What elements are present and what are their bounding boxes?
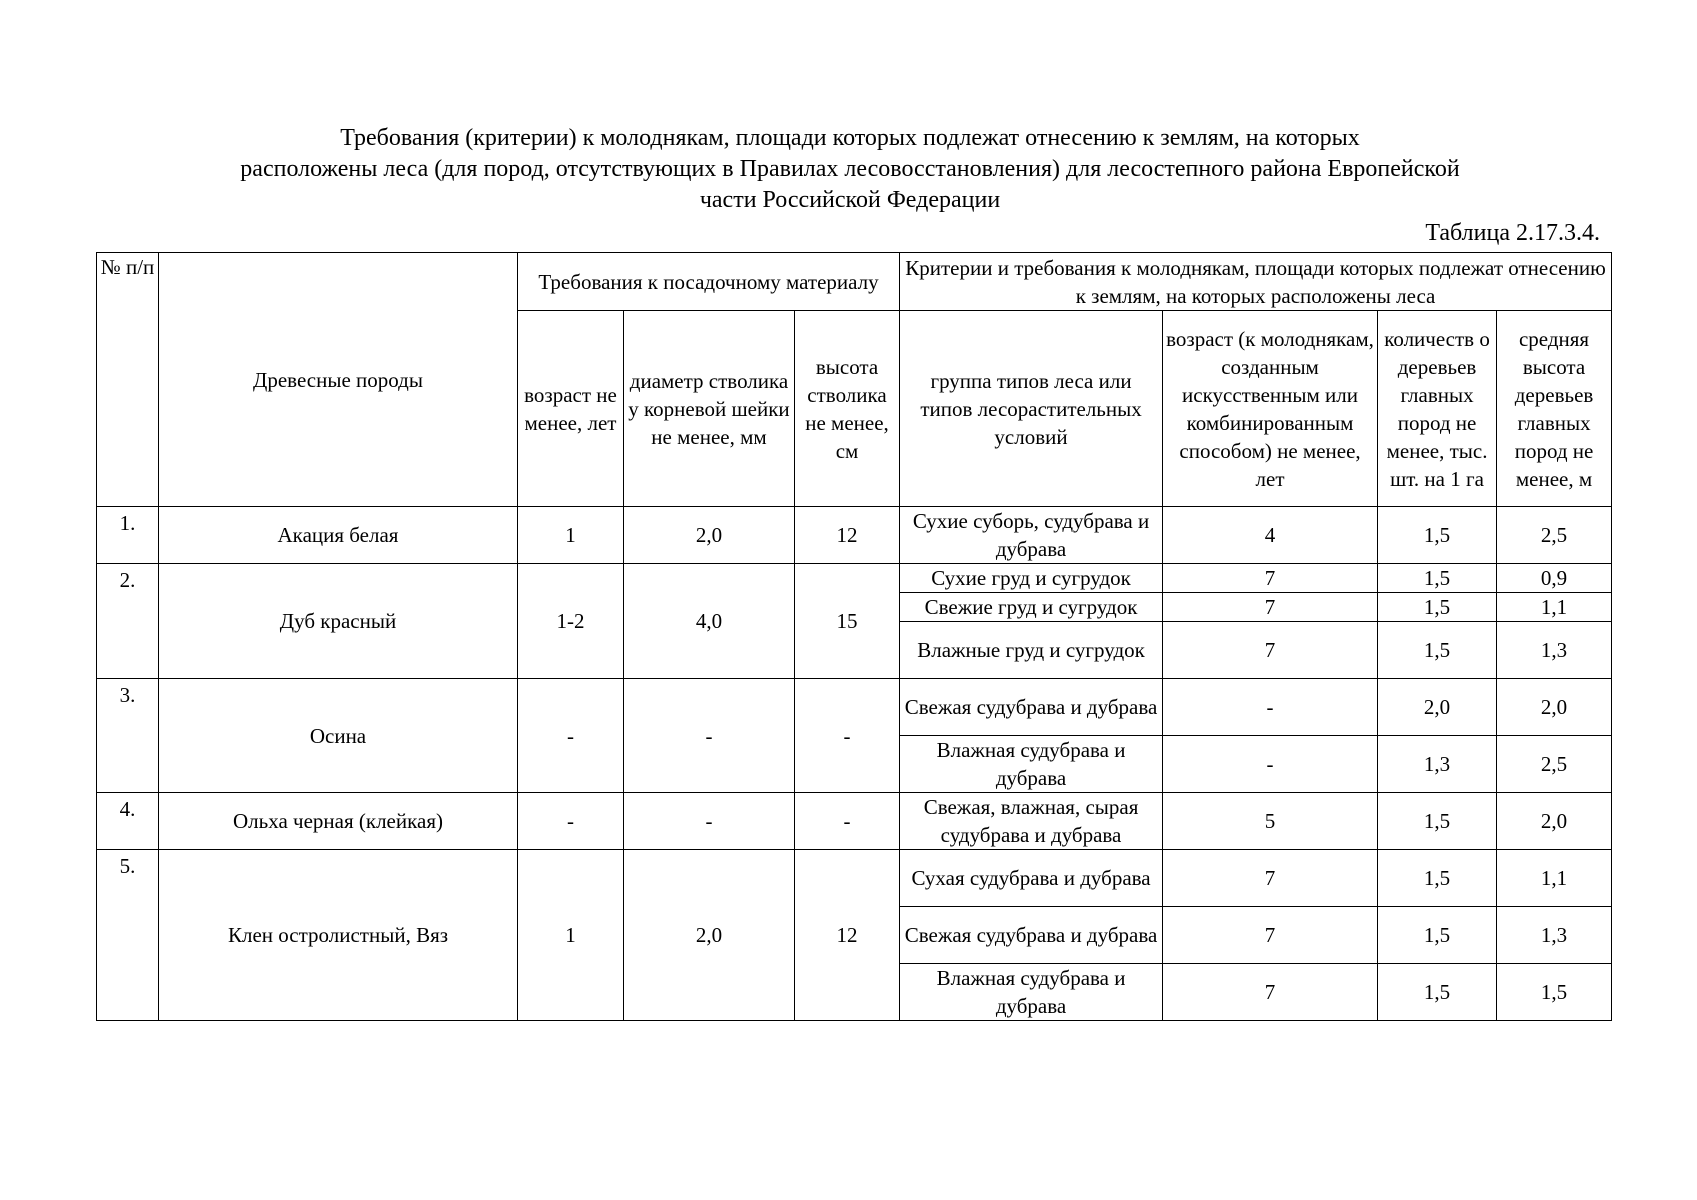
avg-height-cell: 1,1 (1497, 850, 1612, 907)
tree-count-cell: 2,0 (1378, 679, 1497, 736)
species-cell: Клен остролистный, Вяз (159, 850, 518, 1021)
header-height: высота стволика не менее, см (795, 311, 900, 507)
height-cell: 15 (795, 564, 900, 679)
species-cell: Ольха черная (клейкая) (159, 793, 518, 850)
young-age-cell: - (1163, 679, 1378, 736)
table-number: Таблица 2.17.3.4. (1425, 220, 1600, 246)
table-row (97, 850, 1612, 907)
young-age-cell: 7 (1163, 850, 1378, 907)
avg-height-cell: 2,0 (1497, 793, 1612, 850)
forest-type-cell: Свежая, влажная, сырая судубрава и дубрава (900, 793, 1163, 850)
tree-count-cell: 1,5 (1378, 564, 1497, 593)
tree-count-cell: 1,3 (1378, 736, 1497, 793)
diameter-cell: - (624, 793, 795, 850)
avg-height-cell: 1,3 (1497, 622, 1612, 679)
young-age-cell: 7 (1163, 593, 1378, 622)
young-age-cell: 5 (1163, 793, 1378, 850)
avg-height-cell: 2,5 (1497, 507, 1612, 564)
row-number: 3. (97, 679, 159, 793)
row-number: 2. (97, 564, 159, 679)
table-row (97, 507, 1612, 564)
row-number: 5. (97, 850, 159, 1021)
tree-count-cell: 1,5 (1378, 907, 1497, 964)
tree-count-cell: 1,5 (1378, 850, 1497, 907)
young-age-cell: 7 (1163, 964, 1378, 1021)
document-title (96, 123, 1604, 216)
row-number: 4. (97, 793, 159, 850)
forest-type-cell: Влажные груд и сугрудок (900, 622, 1163, 679)
forest-type-cell: Свежие груд и сугрудок (900, 593, 1163, 622)
tree-count-cell: 1,5 (1378, 622, 1497, 679)
header-age: возраст не менее, лет (518, 311, 624, 507)
header-avg-height: средняя высота деревьев главных пород не менее, м (1497, 311, 1612, 507)
tree-count-cell: 1,5 (1378, 793, 1497, 850)
young-age-cell: 4 (1163, 507, 1378, 564)
avg-height-cell: 2,0 (1497, 679, 1612, 736)
forest-type-cell: Влажная судубрава и дубрава (900, 964, 1163, 1021)
forest-type-cell: Влажная судубрава и дубрава (900, 736, 1163, 793)
forest-type-cell: Свежая судубрава и дубрава (900, 679, 1163, 736)
table-row (97, 793, 1612, 850)
young-age-cell: - (1163, 736, 1378, 793)
young-age-cell: 7 (1163, 564, 1378, 593)
age-cell: 1 (518, 850, 624, 1021)
avg-height-cell: 2,5 (1497, 736, 1612, 793)
row-number: 1. (97, 507, 159, 564)
tree-count-cell: 1,5 (1378, 593, 1497, 622)
header-tree-count: количеств о деревьев главных пород не менее, тыс. шт. на 1 га (1378, 311, 1497, 507)
table-row (97, 564, 1612, 593)
header-num: № п/п (97, 253, 159, 507)
young-age-cell: 7 (1163, 907, 1378, 964)
height-cell: - (795, 679, 900, 793)
header-planting-material: Требования к посадочному материалу (518, 253, 900, 311)
header-species: Древесные породы (159, 253, 518, 507)
tree-count-cell: 1,5 (1378, 964, 1497, 1021)
age-cell: - (518, 793, 624, 850)
forest-type-cell: Сухие суборь, судубрава и дубрава (900, 507, 1163, 564)
species-cell: Осина (159, 679, 518, 793)
title-line-3: части Российской Федерации (699, 187, 1001, 213)
age-cell: 1-2 (518, 564, 624, 679)
header-young-age: возраст (к молоднякам, созданным искусственным или комбинированным способом) не менее, лет (1163, 311, 1378, 507)
young-age-cell: 7 (1163, 622, 1378, 679)
title-line-1: Требования (критерии) к молоднякам, площади которых подлежат отнесению к землям, на которых (340, 125, 1360, 151)
header-diameter: диаметр стволика у корневой шейки не менее, мм (624, 311, 795, 507)
avg-height-cell: 1,5 (1497, 964, 1612, 1021)
table-row (97, 679, 1612, 736)
avg-height-cell: 1,3 (1497, 907, 1612, 964)
height-cell: - (795, 793, 900, 850)
diameter-cell: 2,0 (624, 850, 795, 1021)
forest-type-cell: Свежая судубрава и дубрава (900, 907, 1163, 964)
height-cell: 12 (795, 850, 900, 1021)
species-cell: Дуб красный (159, 564, 518, 679)
species-cell: Акация белая (159, 507, 518, 564)
diameter-cell: 2,0 (624, 507, 795, 564)
age-cell: - (518, 679, 624, 793)
avg-height-cell: 1,1 (1497, 593, 1612, 622)
diameter-cell: 4,0 (624, 564, 795, 679)
header-forest-type: группа типов леса или типов лесорастительных условий (900, 311, 1163, 507)
title-line-2: расположены леса (для пород, отсутствующих в Правилах лесовосстановления) для лесостепного района Европейской (240, 156, 1460, 182)
header-criteria: Критерии и требования к молоднякам, площади которых подлежат отнесению к землям, на которых расположены леса (900, 253, 1612, 311)
avg-height-cell: 0,9 (1497, 564, 1612, 593)
forest-type-cell: Сухая судубрава и дубрава (900, 850, 1163, 907)
requirements-table (96, 252, 1612, 1021)
age-cell: 1 (518, 507, 624, 564)
height-cell: 12 (795, 507, 900, 564)
diameter-cell: - (624, 679, 795, 793)
forest-type-cell: Сухие груд и сугрудок (900, 564, 1163, 593)
tree-count-cell: 1,5 (1378, 507, 1497, 564)
